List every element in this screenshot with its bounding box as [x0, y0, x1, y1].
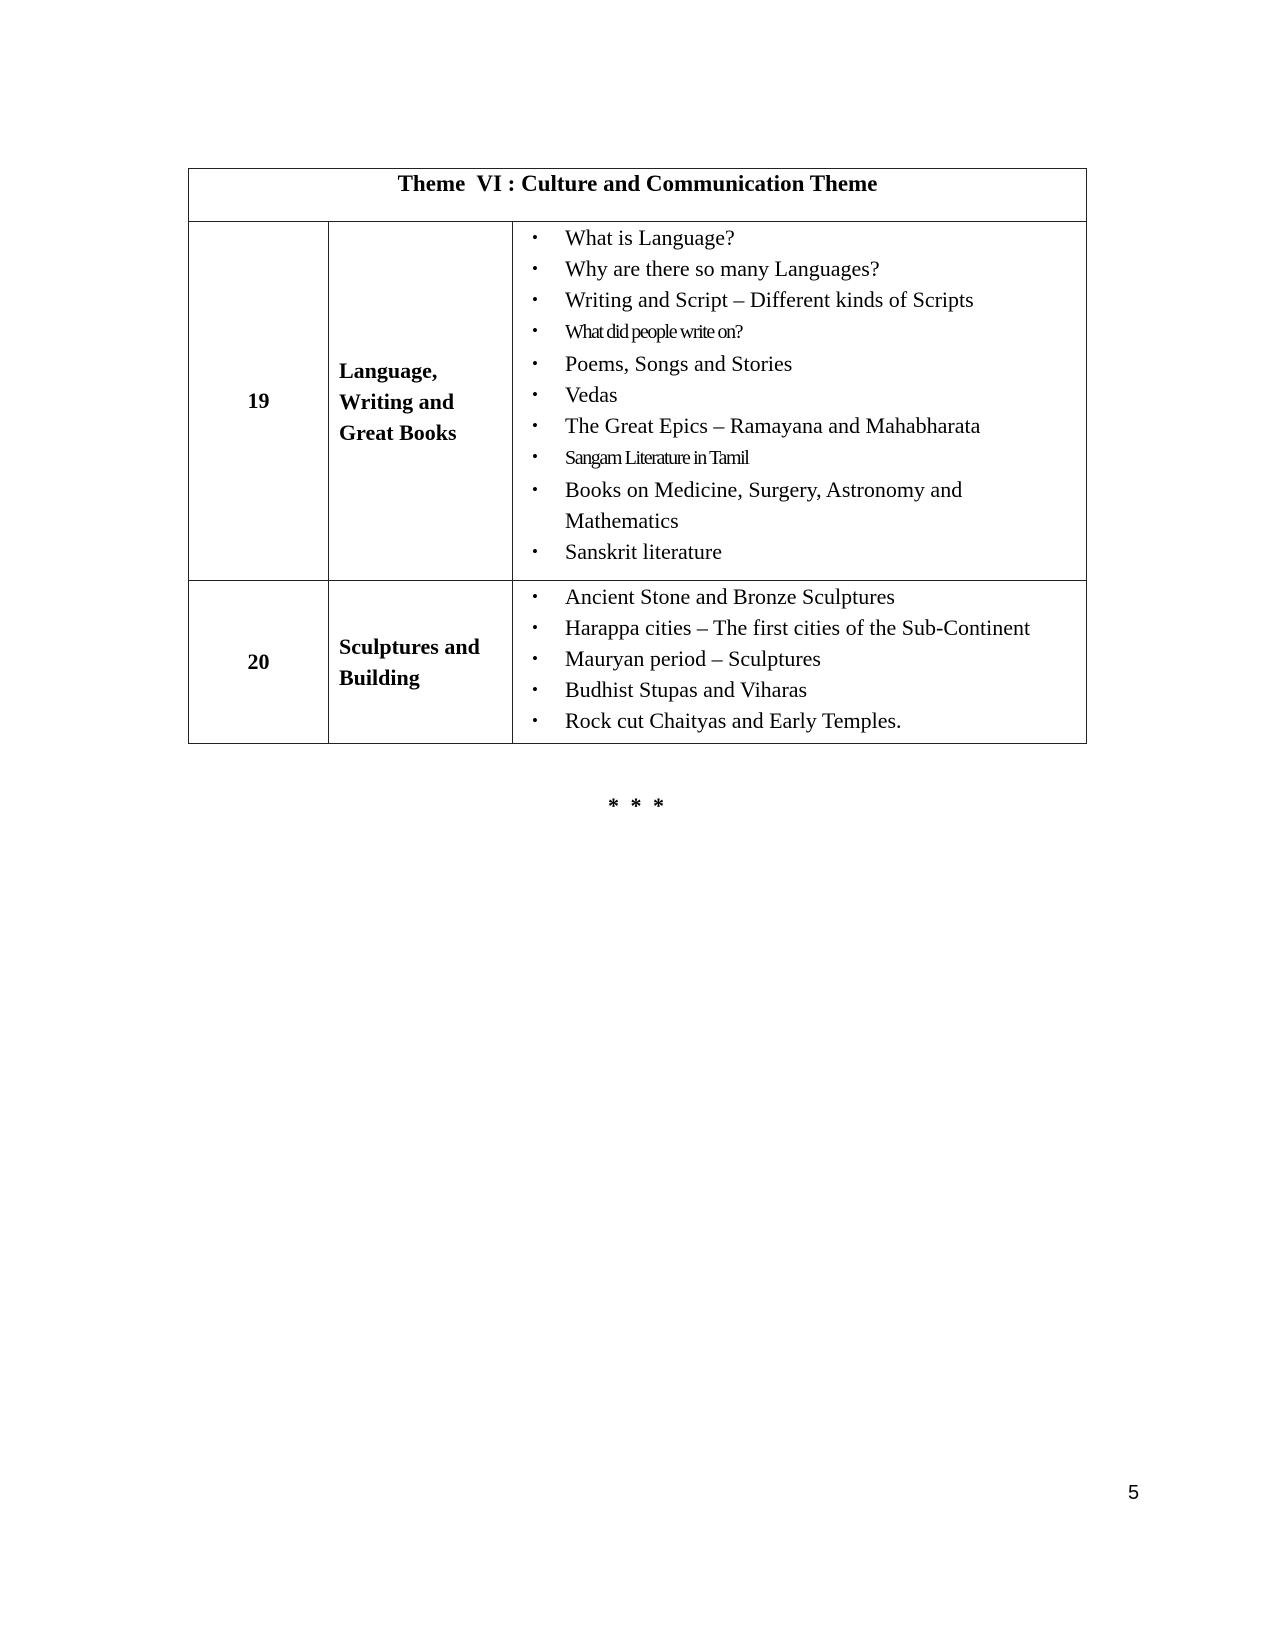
list-item	[513, 284, 1086, 315]
topic-text: Writing and Script – Different kinds of Scripts	[565, 287, 974, 312]
bullet-icon: •	[532, 259, 538, 278]
bullet-icon: •	[532, 290, 538, 309]
section-separator: * * *	[608, 793, 667, 818]
row-title	[329, 581, 513, 744]
topic-text: What is Language?	[565, 225, 735, 250]
topic-text: Sanskrit literature	[565, 539, 723, 564]
page-number: 5	[1128, 1482, 1140, 1504]
list-item	[513, 410, 1086, 441]
bullet-icon: •	[532, 649, 538, 668]
row-title-line: Great Books	[339, 419, 457, 445]
list-item	[513, 379, 1086, 410]
topic-text: Books on Medicine, Surgery, Astronomy and Mathematics	[565, 477, 963, 533]
topic-list	[513, 222, 1086, 567]
list-item	[513, 536, 1086, 567]
theme-heading: Theme VI : Culture and Communication Theme	[397, 171, 878, 196]
bullet-icon: •	[532, 228, 538, 247]
bullet-icon: •	[532, 680, 538, 699]
bullet-icon: •	[532, 447, 538, 466]
table-row	[189, 222, 1087, 581]
topic-text: Rock cut Chaityas and Early Temples.	[565, 708, 902, 733]
list-item	[513, 705, 1086, 736]
list-item	[513, 581, 1086, 612]
row-number: 20	[189, 581, 329, 744]
theme-heading-cell	[189, 169, 1087, 222]
row-topics	[513, 222, 1087, 581]
row-title-line: Sculptures and	[339, 634, 480, 659]
bullet-icon: •	[532, 354, 538, 373]
list-item	[513, 441, 1086, 474]
row-title-line: Language,	[339, 357, 438, 383]
list-item	[513, 612, 1086, 643]
bullet-icon: •	[532, 542, 538, 561]
row-topics	[513, 581, 1087, 744]
list-item	[513, 643, 1086, 674]
syllabus-table	[188, 168, 1087, 744]
row-title	[329, 222, 513, 581]
list-item	[513, 674, 1086, 705]
topic-text: Vedas	[565, 382, 618, 407]
bullet-icon: •	[532, 321, 538, 340]
bullet-icon: •	[532, 587, 538, 606]
list-item	[513, 253, 1086, 284]
list-item	[513, 315, 1086, 348]
list-item	[513, 222, 1086, 253]
topic-text: Harappa cities – The first cities of the Sub-Continent	[565, 615, 1031, 640]
bullet-icon: •	[532, 480, 538, 499]
bullet-icon: •	[532, 385, 538, 404]
row-title-line: Building	[339, 665, 420, 690]
row-title-line: Writing and	[339, 388, 455, 414]
bullet-icon: •	[532, 416, 538, 435]
topic-list	[513, 581, 1086, 736]
row-number: 19	[189, 222, 329, 581]
list-item	[513, 474, 1086, 536]
bullet-icon: •	[532, 711, 538, 730]
table-row	[189, 581, 1087, 744]
bullet-icon: •	[532, 618, 538, 637]
topic-text: What did people write on?	[565, 321, 743, 343]
topic-text: Why are there so many Languages?	[565, 256, 880, 281]
topic-text: Budhist Stupas and Viharas	[565, 677, 808, 702]
topic-text: Poems, Songs and Stories	[565, 351, 793, 376]
topic-text: Ancient Stone and Bronze Sculptures	[565, 584, 895, 609]
topic-text: Mauryan period – Sculptures	[565, 646, 821, 671]
topic-text: The Great Epics – Ramayana and Mahabharata	[565, 413, 981, 438]
theme-heading-row	[189, 169, 1087, 222]
list-item	[513, 348, 1086, 379]
topic-text: Sangam Literature in Tamil	[565, 447, 749, 469]
